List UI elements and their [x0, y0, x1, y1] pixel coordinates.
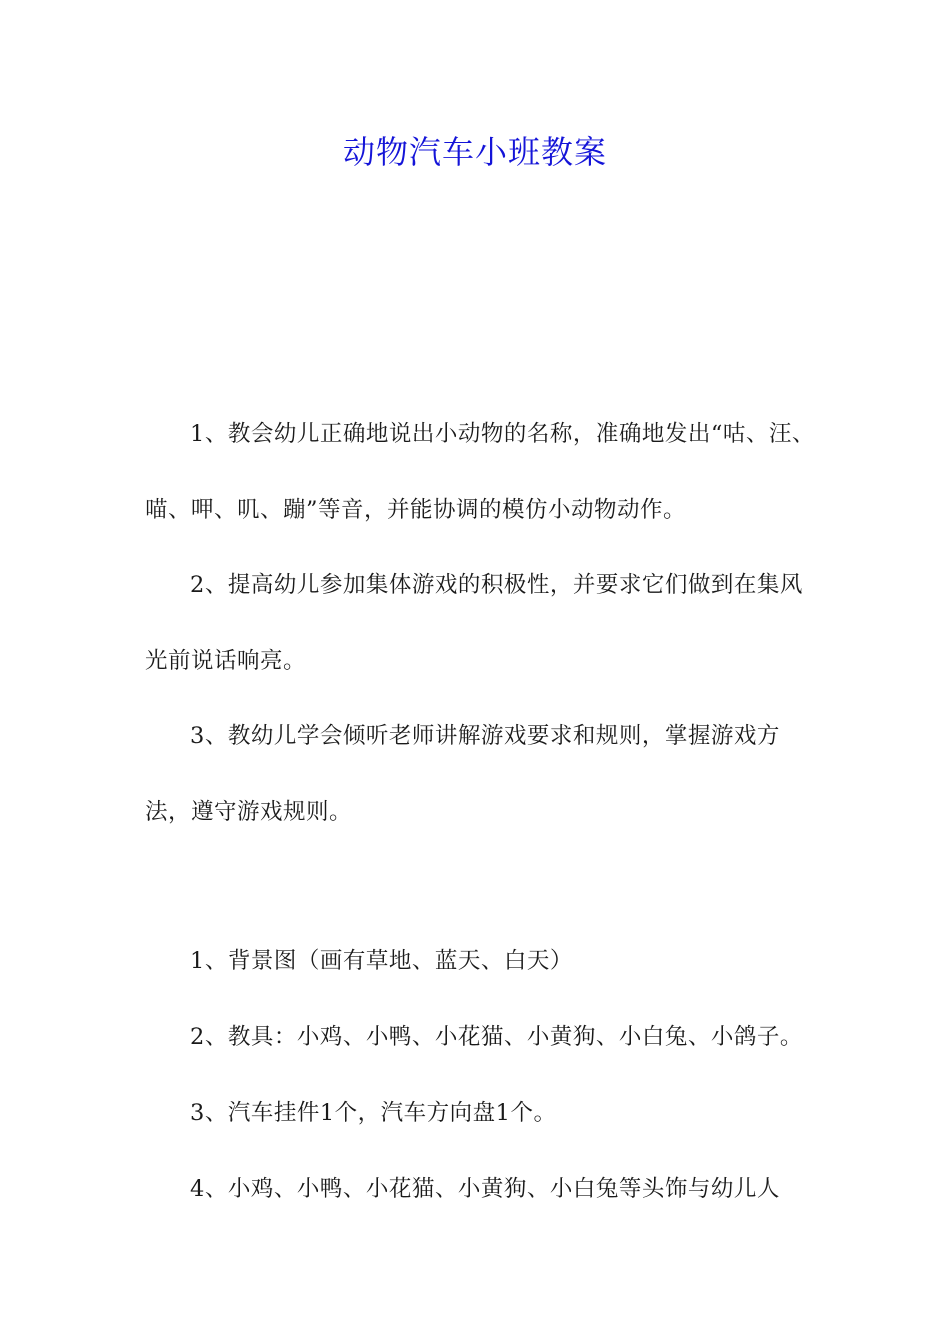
document-title: 动物汽车小班教案 — [342, 133, 607, 171]
objective-item-3: 3、教幼儿学会倾听老师讲解游戏要求和规则，掌握游戏方法，遵守游戏规则。 — [145, 723, 780, 825]
material-item-1: 1、背景图（画有草地、蓝天、白天） — [190, 948, 573, 974]
objective-item-2: 2、提高幼儿参加集体游戏的积极性，并要求它们做到在集风光前说话响亮。 — [145, 572, 803, 674]
material-item-3: 3、汽车挂件1个，汽车方向盘1个。 — [190, 1100, 557, 1126]
material-item-4: 4、小鸡、小鸭、小花猫、小黄狗、小白兔等头饰与幼儿人 — [190, 1176, 780, 1202]
material-item-2: 2、教具：小鸡、小鸭、小花猫、小黄狗、小白兔、小鸽子。 — [190, 1024, 803, 1050]
objective-item-1: 1、教会幼儿正确地说出小动物的名称，准确地发出“咕、汪、喵、呷、叽、蹦”等音，并能协调的模仿小动物动作。 — [145, 421, 815, 523]
